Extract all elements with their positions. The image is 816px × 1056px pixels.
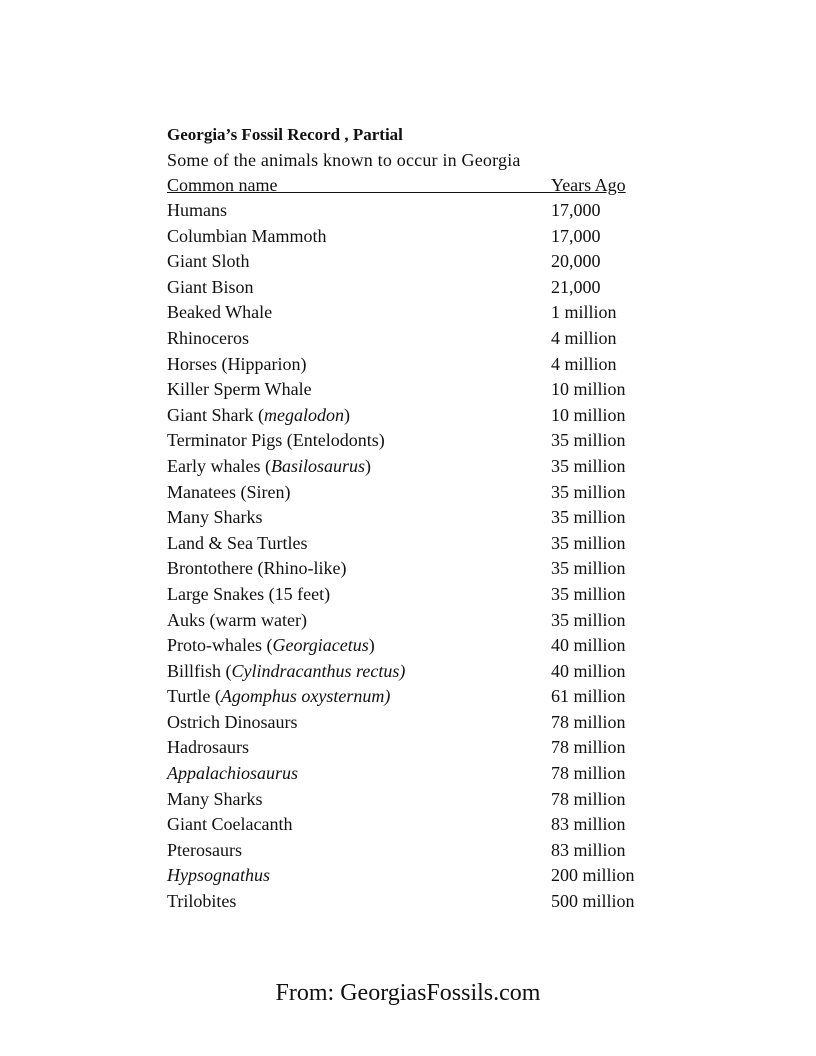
years-ago-value: 35 million xyxy=(551,481,626,502)
table-row xyxy=(167,326,667,352)
table-row xyxy=(167,480,667,506)
name-text: Trilobites xyxy=(167,891,237,912)
years-ago-value: 35 million xyxy=(551,455,626,476)
years-ago-value: 35 million xyxy=(551,507,626,528)
name-text: Killer Sperm Whale xyxy=(167,379,312,400)
name-text: Giant Coelacanth xyxy=(167,814,293,835)
animal-name xyxy=(167,377,312,403)
table-row xyxy=(167,505,667,531)
scientific-name: megalodon xyxy=(263,404,344,425)
years-ago-value: 78 million xyxy=(551,763,626,784)
animal-name xyxy=(167,787,263,813)
years-ago-value: 200 million xyxy=(551,865,635,886)
name-text: Manatees (Siren) xyxy=(167,481,291,502)
table-row xyxy=(167,198,667,224)
name-text: Turtle ( xyxy=(167,686,221,707)
table-row xyxy=(167,454,667,480)
name-text: Giant Shark ( xyxy=(167,404,264,425)
table-row xyxy=(167,582,667,608)
table-row xyxy=(167,352,667,378)
table-row xyxy=(167,787,667,813)
animal-name xyxy=(167,326,249,352)
years-ago-value: 17,000 xyxy=(551,200,601,220)
animal-name xyxy=(167,224,327,250)
years-ago-value: 10 million xyxy=(551,379,626,400)
years-ago-value: 4 million xyxy=(551,353,617,374)
name-text: Many Sharks xyxy=(167,788,263,809)
source-footer: From: GeorgiasFossils.com xyxy=(275,980,541,1006)
animal-name xyxy=(167,863,270,889)
name-text: Humans xyxy=(167,200,227,220)
scientific-name: Cylindracanthus rectus) xyxy=(231,660,406,681)
animal-name xyxy=(167,403,350,429)
name-text: Brontothere (Rhino-like) xyxy=(167,558,347,579)
animal-name xyxy=(167,659,405,685)
table-row xyxy=(167,633,667,659)
animal-name xyxy=(167,812,292,838)
table-row xyxy=(167,428,667,454)
animal-name xyxy=(167,889,236,915)
table-row xyxy=(167,863,667,889)
name-text: ) xyxy=(368,635,375,656)
name-text: ) xyxy=(365,455,371,476)
table-row xyxy=(167,531,667,557)
name-text: Beaked Whale xyxy=(167,302,273,323)
years-ago-value: 83 million xyxy=(551,839,626,860)
scientific-name: Georgiacetus xyxy=(272,635,369,656)
name-text: Giant Sloth xyxy=(167,251,250,272)
name-text: Rhinoceros xyxy=(167,327,249,348)
name-text: Early whales ( xyxy=(167,455,271,476)
years-ago-value: 78 million xyxy=(551,788,626,809)
table-row xyxy=(167,735,667,761)
animal-name xyxy=(167,428,385,454)
years-ago-value: 78 million xyxy=(551,737,626,758)
table-row xyxy=(167,403,667,429)
years-ago-value: 61 million xyxy=(551,686,626,707)
scientific-name: Basilosaurus xyxy=(270,455,365,476)
page-subtitle: Some of the animals known to occur in Georgia xyxy=(167,150,521,170)
animal-name xyxy=(167,556,346,582)
years-ago-value: 500 million xyxy=(551,891,635,912)
animal-name xyxy=(167,454,371,480)
animal-name xyxy=(167,582,330,608)
page-title: Georgia’s Fossil Record , Partial xyxy=(167,125,403,144)
name-text: ) xyxy=(343,404,350,425)
animal-name xyxy=(167,761,298,787)
animal-name xyxy=(167,300,272,326)
years-ago-value: 1 million xyxy=(551,302,617,323)
table-row xyxy=(167,710,667,736)
name-text: Ostrich Dinosaurs xyxy=(167,711,298,732)
name-text: Terminator Pigs (Entelodonts) xyxy=(167,430,385,451)
years-ago-value: 35 million xyxy=(551,609,626,630)
animal-name xyxy=(167,684,390,710)
table-row xyxy=(167,659,667,685)
animal-name xyxy=(167,838,242,864)
table-row xyxy=(167,684,667,710)
column-header-name: Common name xyxy=(167,175,278,195)
column-header-years: Years Ago xyxy=(551,175,626,195)
years-ago-value: 17,000 xyxy=(551,225,601,246)
animal-name xyxy=(167,633,375,659)
animal-name xyxy=(167,608,307,634)
name-text: Many Sharks xyxy=(167,507,263,528)
table-row xyxy=(167,300,667,326)
table-row xyxy=(167,812,667,838)
animal-name xyxy=(167,275,254,301)
scientific-name: Hypsognathus xyxy=(167,865,270,886)
table-header xyxy=(167,173,667,197)
animal-name xyxy=(167,480,290,506)
name-text: Pterosaurs xyxy=(167,839,242,860)
name-text: Proto-whales ( xyxy=(167,635,273,656)
animal-name xyxy=(167,531,308,557)
name-text: Columbian Mammoth xyxy=(167,225,327,246)
document-body xyxy=(167,122,667,915)
table-row xyxy=(167,838,667,864)
years-ago-value: 10 million xyxy=(551,404,626,425)
table-row xyxy=(167,275,667,301)
animal-name xyxy=(167,735,249,761)
years-ago-value: 35 million xyxy=(551,583,626,604)
years-ago-value: 78 million xyxy=(551,711,626,732)
years-ago-value: 40 million xyxy=(551,635,626,656)
animal-name xyxy=(167,198,227,224)
table-row xyxy=(167,377,667,403)
table-row xyxy=(167,556,667,582)
name-text: Auks (warm water) xyxy=(167,609,307,630)
years-ago-value: 4 million xyxy=(551,327,617,348)
table-row xyxy=(167,249,667,275)
years-ago-value: 35 million xyxy=(551,558,626,579)
name-text: Large Snakes (15 feet) xyxy=(167,583,331,604)
years-ago-value: 40 million xyxy=(551,660,626,681)
animal-name xyxy=(167,505,263,531)
years-ago-value: 35 million xyxy=(551,532,626,553)
years-ago-value: 83 million xyxy=(551,814,626,835)
name-text: Hadrosaurs xyxy=(167,737,249,758)
years-ago-value: 21,000 xyxy=(551,276,601,297)
table-row xyxy=(167,224,667,250)
table-row xyxy=(167,889,667,915)
name-text: Billfish ( xyxy=(167,660,232,681)
animal-name xyxy=(167,710,297,736)
name-text: Giant Bison xyxy=(167,276,254,297)
years-ago-value: 20,000 xyxy=(551,251,601,272)
table-row xyxy=(167,761,667,787)
fossil-table xyxy=(167,198,667,915)
scientific-name: Appalachiosaurus xyxy=(167,763,299,784)
years-ago-value: 35 million xyxy=(551,430,626,451)
animal-name xyxy=(167,352,306,378)
scientific-name: Agomphus oxysternum) xyxy=(220,686,391,707)
name-text: Horses (Hipparion) xyxy=(167,353,307,374)
name-text: Land & Sea Turtles xyxy=(167,532,308,553)
animal-name xyxy=(167,249,250,275)
table-row xyxy=(167,608,667,634)
